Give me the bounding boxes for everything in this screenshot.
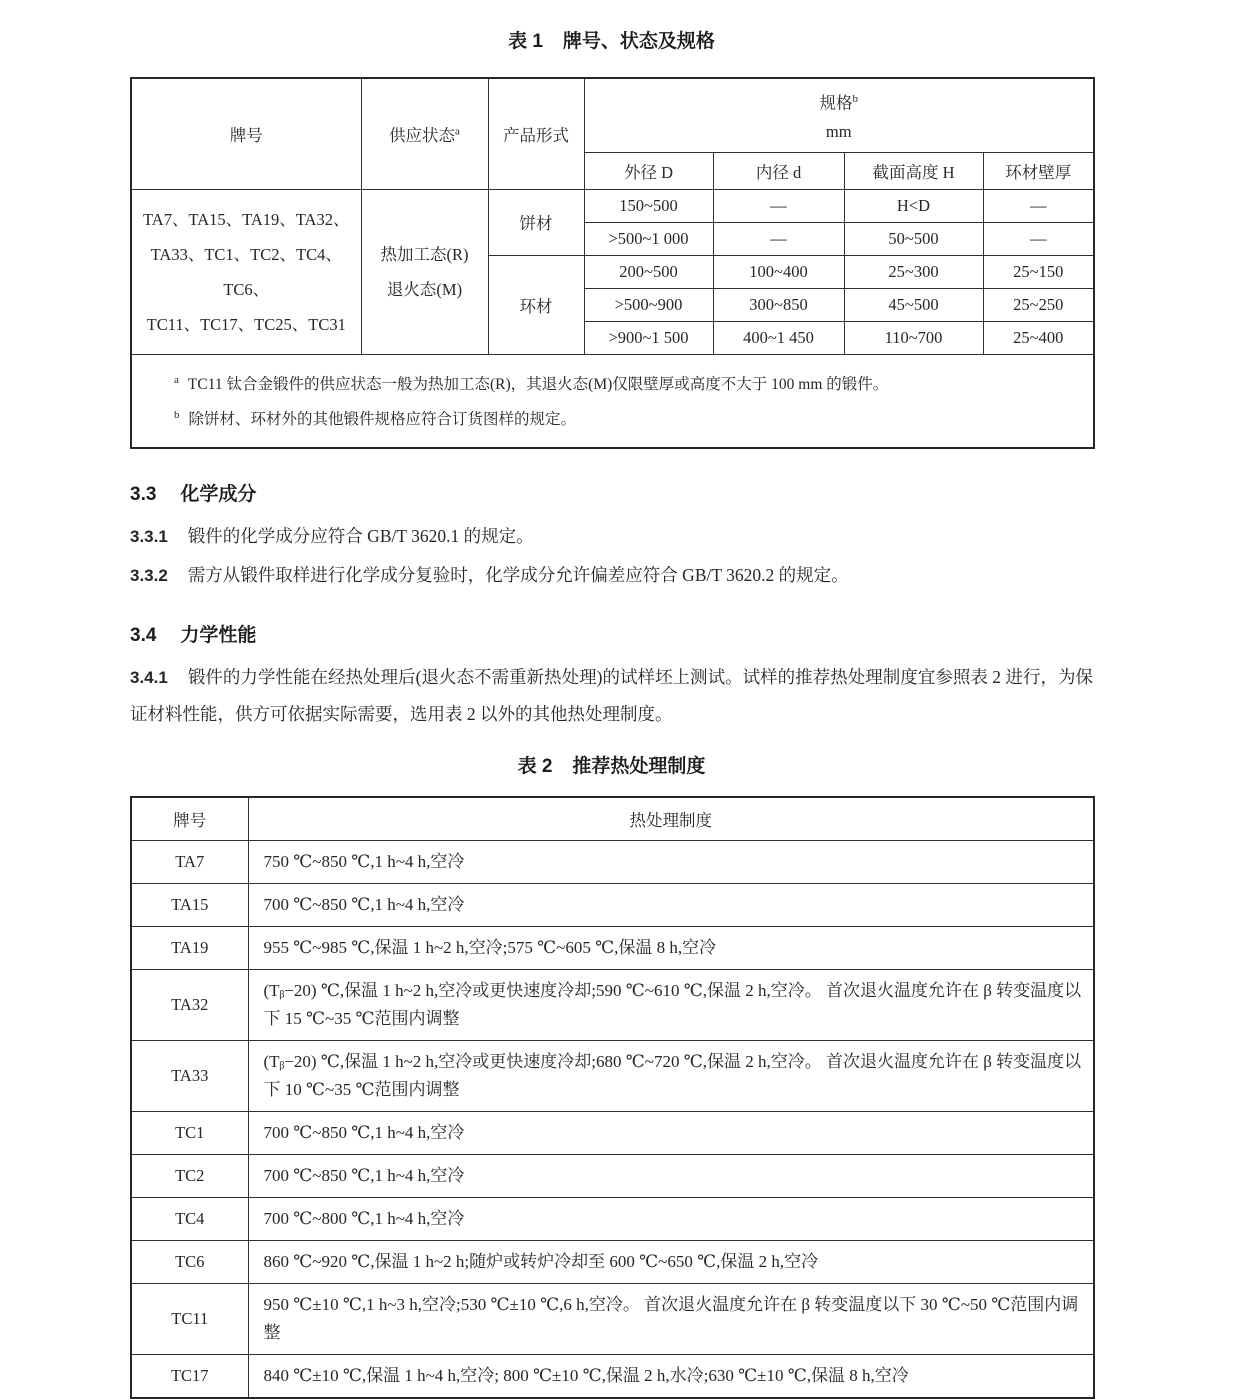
table1-spec-value: 300~850 bbox=[713, 288, 844, 321]
table2-row bbox=[131, 1240, 1094, 1283]
table2-grade-cell: TC6 bbox=[131, 1240, 248, 1283]
table1-header-grade: 牌号 bbox=[131, 78, 361, 189]
spec-unit: mm bbox=[825, 121, 852, 141]
clause-text: 锻件的化学成分应符合 GB/T 3620.1 的规定。 bbox=[187, 525, 534, 546]
table2-row bbox=[131, 1197, 1094, 1240]
grade-line: TA33、TC1、TC2、TC4、TC6、 bbox=[150, 244, 342, 299]
footnote-text: TC11 钛合金锻件的供应状态一般为热加工态(R)，其退火态(M)仅限壁厚或高度不大于 100 mm 的锻件。 bbox=[187, 375, 889, 393]
table2-caption-title: 推荐热处理制度 bbox=[572, 755, 706, 777]
table1-footnote bbox=[174, 400, 1075, 435]
clause-number: 3.4.1 bbox=[130, 667, 168, 687]
table1-spec-value: 25~150 bbox=[983, 255, 1094, 288]
clause-text: 需方从锻件取样进行化学成分复验时，化学成分允许偏差应符合 GB/T 3620.2 的规定。 bbox=[187, 564, 849, 585]
table2-grade-cell: TA19 bbox=[131, 926, 248, 969]
table2-regime-cell: (Tᵦ−20) ℃,保温 1 h~2 h,空冷或更快速度冷却;680 ℃~720 ℃,保温 2 h,空冷。 首次退火温度允许在 β 转变温度以下 10 ℃~35 ℃范围内调整 bbox=[248, 1040, 1094, 1111]
table1-product-form-cell: 环材 bbox=[488, 255, 584, 354]
table2-regime-cell: 750 ℃~850 ℃,1 h~4 h,空冷 bbox=[248, 840, 1094, 883]
section-number: 3.4 bbox=[130, 624, 157, 646]
section-number: 3.3 bbox=[130, 483, 157, 505]
table2-regime-cell: 840 ℃±10 ℃,保温 1 h~4 h,空冷; 800 ℃±10 ℃,保温 2 h,水冷;630 ℃±10 ℃,保温 8 h,空冷 bbox=[248, 1354, 1094, 1398]
table2-caption-prefix: 表 2 bbox=[517, 755, 553, 777]
table1-footnote-row bbox=[131, 354, 1094, 448]
table2-row bbox=[131, 969, 1094, 1040]
table2-grade-cell: TC1 bbox=[131, 1111, 248, 1154]
section-heading-3-3 bbox=[130, 479, 1093, 506]
section-heading-3-4 bbox=[130, 620, 1093, 647]
table1-subheader: 内径 d bbox=[713, 152, 844, 189]
table1-spec-value: H<D bbox=[844, 189, 983, 222]
table2-regime-cell: 700 ℃~850 ℃,1 h~4 h,空冷 bbox=[248, 1111, 1094, 1154]
table2-row bbox=[131, 1354, 1094, 1398]
table2-row bbox=[131, 1154, 1094, 1197]
document-page bbox=[130, 0, 1093, 1399]
footnote-marker: b bbox=[174, 408, 180, 421]
table1 bbox=[130, 77, 1095, 449]
table2-regime-cell: 700 ℃~800 ℃,1 h~4 h,空冷 bbox=[248, 1197, 1094, 1240]
table1-subheader: 外径 D bbox=[584, 152, 713, 189]
clause-number: 3.3.2 bbox=[130, 565, 168, 585]
table2-grade-cell: TA15 bbox=[131, 883, 248, 926]
table2-caption bbox=[130, 751, 1093, 778]
table2-regime-cell: 860 ℃~920 ℃,保温 1 h~2 h;随炉或转炉冷却至 600 ℃~650 ℃,保温 2 h,空冷 bbox=[248, 1240, 1094, 1283]
table2-row bbox=[131, 1040, 1094, 1111]
table2-grade-cell: TC17 bbox=[131, 1354, 248, 1398]
footnote-ref-b: b bbox=[852, 93, 858, 105]
section-title: 力学性能 bbox=[180, 624, 257, 646]
clause-text: 锻件的力学性能在经热处理后(退火态不需重新热处理)的试样坯上测试。试样的推荐热处理制度宜参照表 2 进行，为保证材料性能，供方可依据实际需要，选用表 2 以外的其他热处理制度。 bbox=[130, 666, 1093, 724]
footnote-text: 除饼材、环材外的其他锻件规格应符合订货图样的规定。 bbox=[188, 410, 577, 428]
grade-line: TC11、TC17、TC25、TC31 bbox=[146, 314, 346, 334]
clause-3-3-2 bbox=[130, 557, 1093, 594]
table1-spec-value: >900~1 500 bbox=[584, 321, 713, 354]
table2-row bbox=[131, 926, 1094, 969]
footnote-ref-a: a bbox=[455, 125, 460, 138]
table2-grade-cell: TC4 bbox=[131, 1197, 248, 1240]
table1-grade-cell bbox=[131, 189, 361, 354]
table1-footnotes bbox=[131, 354, 1094, 448]
table2-regime-cell: 700 ℃~850 ℃,1 h~4 h,空冷 bbox=[248, 883, 1094, 926]
table2-header-row bbox=[131, 797, 1094, 841]
table1-spec-value: 150~500 bbox=[584, 189, 713, 222]
table1-supply-state-cell bbox=[361, 189, 488, 354]
table2-row bbox=[131, 883, 1094, 926]
table1-spec-value: >500~1 000 bbox=[584, 222, 713, 255]
table1-spec-value: 25~300 bbox=[844, 255, 983, 288]
table1-spec-value: 50~500 bbox=[844, 222, 983, 255]
table2-grade-cell: TA32 bbox=[131, 969, 248, 1040]
table1-spec-value: — bbox=[983, 189, 1094, 222]
grade-line: TA7、TA15、TA19、TA32、 bbox=[143, 209, 350, 229]
table1-spec-value: 25~400 bbox=[983, 321, 1094, 354]
table2-regime-cell: 950 ℃±10 ℃,1 h~3 h,空冷;530 ℃±10 ℃,6 h,空冷。 首次退火温度允许在 β 转变温度以下 30 ℃~50 ℃范围内调整 bbox=[248, 1283, 1094, 1354]
table1-caption-prefix: 表 1 bbox=[508, 31, 543, 52]
table1-header-product-form: 产品形式 bbox=[488, 78, 584, 189]
table2-grade-cell: TA33 bbox=[131, 1040, 248, 1111]
table2 bbox=[130, 796, 1095, 1399]
clause-3-3-1 bbox=[130, 518, 1093, 555]
table2-row bbox=[131, 1111, 1094, 1154]
table1-spec-value: 110~700 bbox=[844, 321, 983, 354]
table1-spec-value: >500~900 bbox=[584, 288, 713, 321]
clause-3-4-1 bbox=[130, 659, 1093, 733]
table1-subheader: 环材壁厚 bbox=[983, 152, 1094, 189]
table1-product-form-cell: 饼材 bbox=[488, 189, 584, 255]
table2-row bbox=[131, 1283, 1094, 1354]
table1-spec-value: 25~250 bbox=[983, 288, 1094, 321]
table1-row bbox=[131, 189, 1094, 222]
table1-spec-value: 400~1 450 bbox=[713, 321, 844, 354]
table1-spec-value: — bbox=[983, 222, 1094, 255]
table2-regime-cell: 955 ℃~985 ℃,保温 1 h~2 h,空冷;575 ℃~605 ℃,保温 8 h,空冷 bbox=[248, 926, 1094, 969]
supply-state-label: 供应状态 bbox=[389, 125, 456, 145]
table1-spec-value: 200~500 bbox=[584, 255, 713, 288]
table1-caption bbox=[130, 26, 1093, 53]
supply-state-line: 热加工态(R) bbox=[380, 244, 469, 264]
table1-header-row-1 bbox=[131, 78, 1094, 152]
table2-grade-cell: TA7 bbox=[131, 840, 248, 883]
section-title: 化学成分 bbox=[180, 483, 257, 505]
table2-regime-cell: (Tᵦ−20) ℃,保温 1 h~2 h,空冷或更快速度冷却;590 ℃~610 ℃,保温 2 h,空冷。 首次退火温度允许在 β 转变温度以下 15 ℃~35 ℃范围内调整 bbox=[248, 969, 1094, 1040]
clause-number: 3.3.1 bbox=[130, 526, 168, 546]
supply-state-line: 退火态(M) bbox=[386, 279, 463, 299]
table2-header-grade: 牌号 bbox=[131, 797, 248, 841]
table1-caption-title: 牌号、状态及规格 bbox=[562, 31, 715, 52]
table1-spec-value: 45~500 bbox=[844, 288, 983, 321]
table1-footnote bbox=[174, 365, 1075, 400]
table2-row bbox=[131, 840, 1094, 883]
table2-header-regime: 热处理制度 bbox=[248, 797, 1094, 841]
table1-spec-value: — bbox=[713, 222, 844, 255]
table1-subheader: 截面高度 H bbox=[844, 152, 983, 189]
footnote-marker: a bbox=[174, 373, 179, 386]
spec-label: 规格 bbox=[819, 93, 853, 113]
table2-regime-cell: 700 ℃~850 ℃,1 h~4 h,空冷 bbox=[248, 1154, 1094, 1197]
table2-grade-cell: TC11 bbox=[131, 1283, 248, 1354]
table1-header-supply-state bbox=[361, 78, 488, 189]
table1-spec-value: 100~400 bbox=[713, 255, 844, 288]
table2-grade-cell: TC2 bbox=[131, 1154, 248, 1197]
table1-header-spec bbox=[584, 78, 1094, 152]
table1-spec-value: — bbox=[713, 189, 844, 222]
